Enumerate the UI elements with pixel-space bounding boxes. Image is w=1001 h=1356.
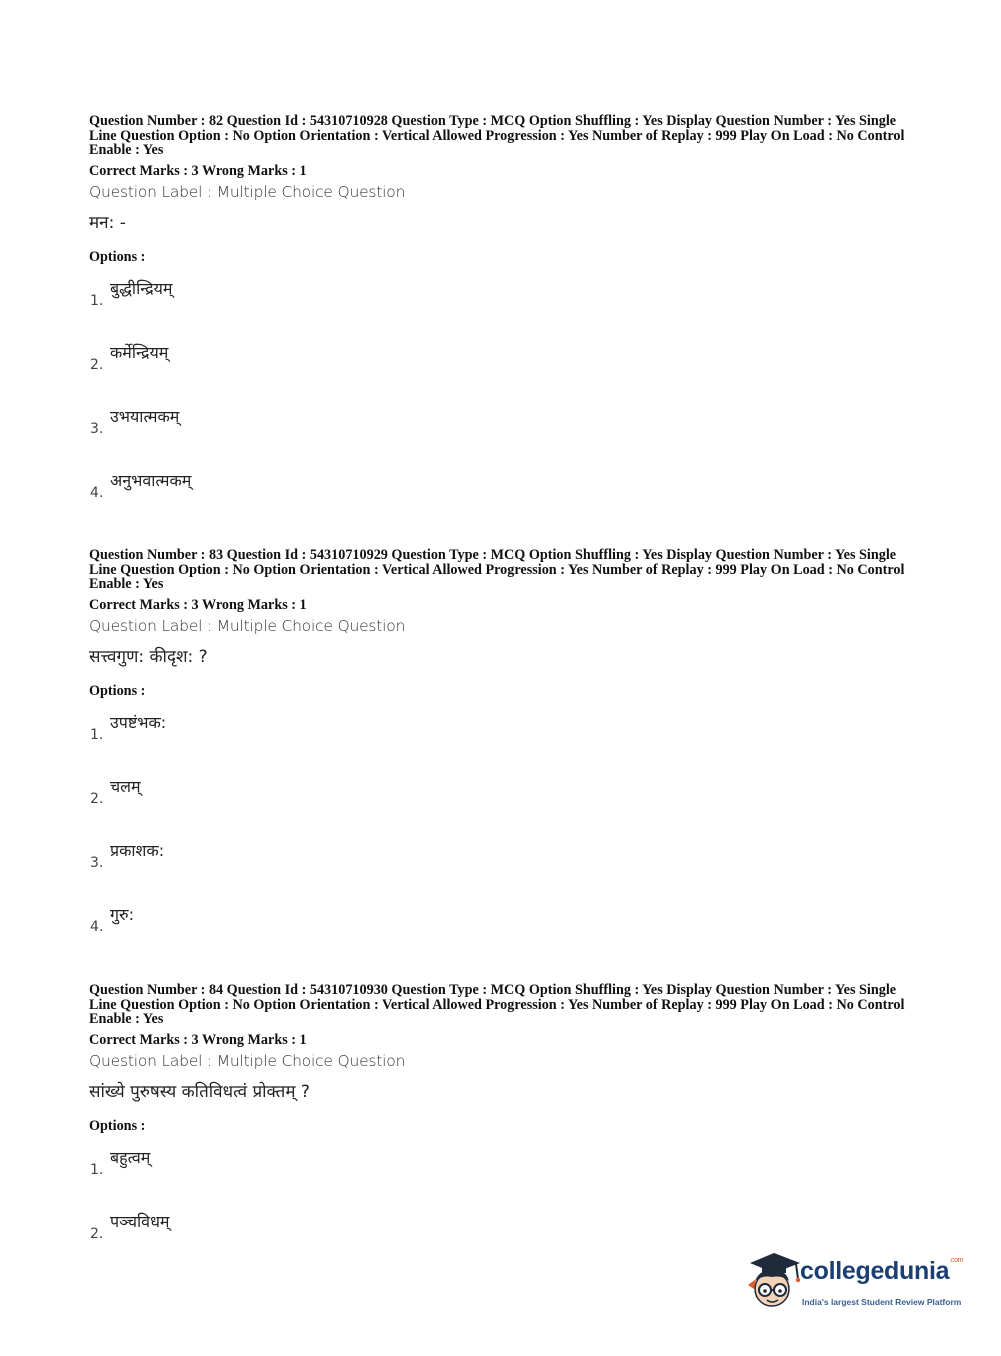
question-meta: Question Number : 82 Question Id : 54310710928 Question Type : MCQ Option Shuffling : Yes Display Question Number : Yes Single Line Question Option : No Option Orientation : Vertical Allowed Progression : Yes Number of Replay : 999 Play On Load : No Control Enable : Yes xyxy=(89,113,905,159)
collegedunia-logo xyxy=(742,1247,972,1317)
question-label: Question Label : Multiple Choice Question xyxy=(89,182,406,201)
question-text: मन: - xyxy=(89,212,126,233)
option-number: 2. xyxy=(90,790,104,807)
option-text: अनुभवात्मकम् xyxy=(110,470,192,490)
option-item[interactable] xyxy=(89,839,919,903)
option-text: चलम् xyxy=(110,776,141,796)
student-mascot-icon xyxy=(742,1249,802,1313)
options-label: Options : xyxy=(89,248,146,265)
option-item[interactable] xyxy=(89,1146,919,1210)
option-text: बुद्धीन्द्रियम् xyxy=(110,278,173,298)
options-label: Options : xyxy=(89,1117,146,1134)
option-number: 4. xyxy=(90,918,104,935)
question-marks: Correct Marks : 3 Wrong Marks : 1 xyxy=(89,162,307,179)
option-item[interactable] xyxy=(89,775,919,839)
brand-suffix: .com xyxy=(949,1257,964,1264)
brand-tagline: India's largest Student Review Platform xyxy=(802,1297,962,1307)
question-marks: Correct Marks : 3 Wrong Marks : 1 xyxy=(89,1031,307,1048)
option-number: 1. xyxy=(90,292,104,309)
question-meta: Question Number : 84 Question Id : 54310710930 Question Type : MCQ Option Shuffling : Yes Display Question Number : Yes Single Line Question Option : No Option Orientation : Vertical Allowed Progression : Yes Number of Replay : 999 Play On Load : No Control Enable : Yes xyxy=(89,982,905,1028)
option-text: प्रकाशक: xyxy=(110,840,165,860)
option-number: 2. xyxy=(90,1225,104,1242)
brand-name-text: collegedunia xyxy=(800,1257,950,1285)
option-text: गुरु: xyxy=(110,904,134,924)
brand-name xyxy=(800,1257,963,1286)
option-number: 1. xyxy=(90,1161,104,1178)
question-label: Question Label : Multiple Choice Question xyxy=(89,1051,406,1070)
options-label: Options : xyxy=(89,682,146,699)
question-label: Question Label : Multiple Choice Question xyxy=(89,616,406,635)
option-item[interactable] xyxy=(89,341,919,405)
options-list xyxy=(89,277,919,533)
option-number: 2. xyxy=(90,356,104,373)
question-text: सांख्ये पुरुषस्य कतिविधत्वं प्रोक्तम् ? xyxy=(89,1081,310,1102)
question-block-84 xyxy=(89,983,919,1274)
option-number: 4. xyxy=(90,484,104,501)
options-list xyxy=(89,711,919,967)
option-text: बहुत्वम् xyxy=(110,1147,151,1167)
option-text: पञ्चविधम् xyxy=(110,1211,170,1231)
option-item[interactable] xyxy=(89,277,919,341)
option-number: 3. xyxy=(90,854,104,871)
question-marks: Correct Marks : 3 Wrong Marks : 1 xyxy=(89,596,307,613)
question-text: सत्त्वगुण: कीदृश: ? xyxy=(89,646,208,667)
option-item[interactable] xyxy=(89,711,919,775)
question-block-82 xyxy=(89,114,919,533)
question-meta: Question Number : 83 Question Id : 54310710929 Question Type : MCQ Option Shuffling : Yes Display Question Number : Yes Single Line Question Option : No Option Orientation : Vertical Allowed Progression : Yes Number of Replay : 999 Play On Load : No Control Enable : Yes xyxy=(89,547,905,593)
question-block-83 xyxy=(89,548,919,967)
option-item[interactable] xyxy=(89,469,919,533)
option-number: 1. xyxy=(90,726,104,743)
option-text: उभयात्मकम् xyxy=(110,406,180,426)
option-item[interactable] xyxy=(89,405,919,469)
option-number: 3. xyxy=(90,420,104,437)
option-text: उपष्टंभक: xyxy=(110,712,167,732)
option-text: कर्मेन्द्रियम् xyxy=(110,342,169,362)
option-item[interactable] xyxy=(89,903,919,967)
